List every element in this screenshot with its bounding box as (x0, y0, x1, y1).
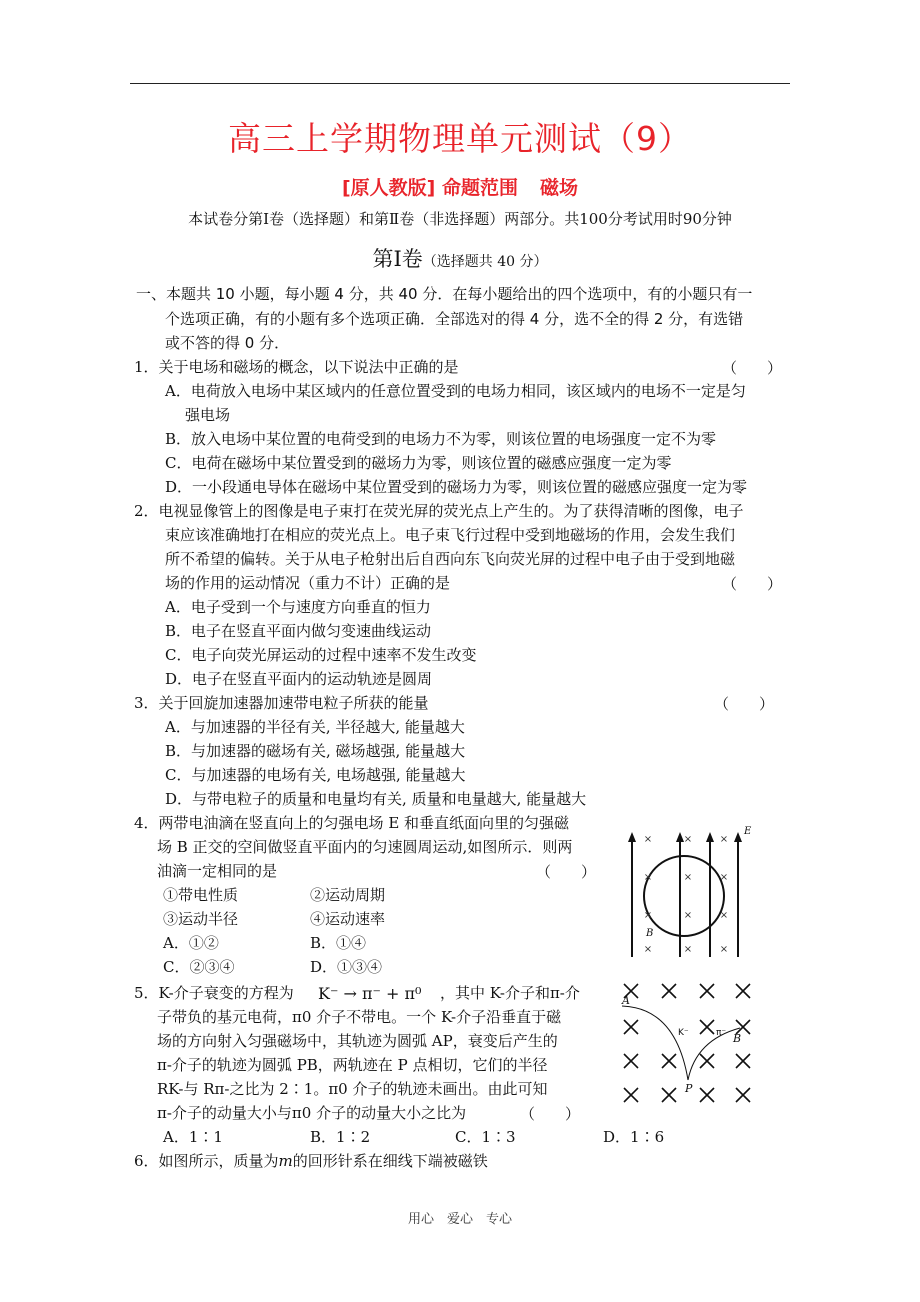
q4-item-4: ④运动速率 (310, 910, 386, 928)
q3-option-b: B．与加速器的磁场有关, 磁场越强, 能量越大 (165, 742, 466, 760)
q1-option-b: B．放入电场中某位置的电荷受到的电场力不为零，则该位置的电场强度一定不为零 (165, 430, 717, 448)
q1-option-d: D．一小段通电导体在磁场中某位置受到的磁场力为零，则该位置的磁感应强度一定为零 (165, 478, 748, 496)
q5-track-diagram (618, 978, 760, 1110)
q6-line-1a: 6．如图所示，质量为 (134, 1152, 279, 1170)
q4-option-a: A．①② (163, 934, 219, 952)
q5-fig-p-label: P (685, 1082, 693, 1095)
q4-fig-b-label: B (646, 928, 654, 939)
q5-line-5: RK-与 Rπ-之比为 2∶1。π0 介子的轨迹未画出。由此可知 (157, 1080, 548, 1098)
part-note: （选择题共 40 分） (422, 254, 548, 270)
q4-item-2: ②运动周期 (310, 886, 386, 904)
q5-option-b: B．1∶2 (310, 1128, 371, 1146)
q4-item-1: ①带电性质 (163, 886, 239, 904)
section-line-3: 或不答的得 0 分． (165, 334, 290, 352)
q5-equation: K⁻ → π⁻ + π⁰ (318, 984, 422, 1003)
q1-stem: 1．关于电场和磁场的概念，以下说法中正确的是 (134, 358, 459, 376)
q5-option-c: C．1∶3 (455, 1128, 516, 1146)
q5-fig-pi-label: π⁻ (716, 1028, 727, 1038)
q2-line-3: 所不希望的偏转。关于从电子枪射出后自西向东飞向荧光屏的过程中电子由于受到地磁 (165, 550, 736, 568)
q2-option-a: A．电子受到一个与速度方向垂直的恒力 (165, 598, 431, 616)
q5-line-6: π-介子的动量大小与π0 介子的动量大小之比为 (157, 1104, 467, 1122)
svg-text:×: × (683, 944, 693, 955)
q4-option-c: C．②③④ (163, 958, 235, 976)
q4-option-d: D．①③④ (310, 958, 383, 976)
page-subtitle (0, 173, 920, 200)
q1-answer-blank: （ ） (722, 359, 783, 377)
q4-line-1: 4．两带电油滴在竖直向上的匀强电场 E 和垂直纸面向里的匀强磁 (134, 814, 570, 832)
exam-intro: 本试卷分第Ⅰ卷（选择题）和第Ⅱ卷（非选择题）两部分。共100分考试用时90分钟 (188, 210, 732, 228)
header-rule (130, 83, 790, 84)
svg-text:×: × (719, 834, 729, 845)
q6-mass-symbol: m (278, 1152, 293, 1170)
q5-option-a: A．1∶1 (163, 1128, 223, 1146)
q4-option-b: B．①④ (310, 934, 367, 952)
subtitle-edition: [原人教版] 命题范围 (342, 177, 518, 199)
q4-fig-e-label: E (744, 826, 752, 837)
svg-text:×: × (719, 944, 729, 955)
q4-line-3: 油滴一定相同的是 (157, 862, 278, 880)
q2-line-2: 束应该准确地打在相应的荧光点上。电子束飞行过程中受到地磁场的作用，会发生我们 (165, 526, 736, 544)
part-heading (0, 243, 920, 273)
svg-text:×: × (643, 834, 653, 845)
q3-option-c: C．与加速器的电场有关, 电场越强, 能量越大 (165, 766, 466, 784)
q1-option-a-cont: 强电场 (185, 406, 231, 424)
q5-line-1a: 5．K-介子衰变的方程为 (134, 984, 294, 1002)
q4-line-2: 场 B 正交的空间做竖直平面内的匀速圆周运动,如图所示．则两 (157, 838, 573, 856)
q5-fig-k-label: K⁻ (678, 1028, 689, 1038)
q5-line-2: 子带负的基元电荷，π0 介子不带电。一个 K-介子沿垂直于磁 (157, 1008, 562, 1026)
q4-field-diagram (618, 822, 760, 962)
q1-option-a: A．电荷放入电场中某区域内的任意位置受到的电场力相同，该区域内的电场不一定是匀 (165, 382, 746, 400)
q1-option-c: C．电荷在磁场中某位置受到的磁场力为零，则该位置的磁感应强度一定为零 (165, 454, 672, 472)
page-footer: 用心 爱心 专心 (407, 1212, 512, 1227)
svg-text:×: × (719, 910, 729, 921)
q2-line-4: 场的作用的运动情况（重力不计）正确的是 (165, 574, 451, 592)
svg-text:×: × (643, 944, 653, 955)
svg-text:×: × (643, 910, 653, 921)
svg-text:×: × (683, 910, 693, 921)
q3-option-d: D．与带电粒子的质量和电量均有关, 质量和电量越大, 能量越大 (165, 790, 587, 808)
svg-text:×: × (719, 872, 729, 883)
page-title: 高三上学期物理单元测试（9） (228, 119, 692, 158)
section-line-1: 一、本题共 10 小题，每小题 4 分，共 40 分．在每小题给出的四个选项中，有的小题只有一 (136, 285, 753, 303)
q4-item-3: ③运动半径 (163, 910, 239, 928)
q4-answer-blank: （ ） (536, 863, 597, 881)
q5-answer-blank: （ ） (520, 1105, 581, 1123)
q5-fig-b-label: B (733, 1032, 742, 1045)
q3-option-a: A．与加速器的半径有关, 半径越大, 能量越大 (165, 718, 465, 736)
part-title: 第Ⅰ卷 (372, 247, 423, 271)
q5-option-d: D．1∶6 (603, 1128, 665, 1146)
q3-stem: 3．关于回旋加速器加速带电粒子所获的能量 (134, 694, 429, 712)
q5-line-3: 场的方向射入匀强磁场中，其轨迹为圆弧 AP，衰变后产生的 (157, 1032, 558, 1050)
q6-line-1 (134, 1151, 488, 1171)
svg-text:×: × (683, 834, 693, 845)
q2-answer-blank: （ ） (722, 575, 783, 593)
q2-option-d: D．电子在竖直平面内的运动轨迹是圆周 (165, 670, 433, 688)
q6-line-1b: 的回形针系在细线下端被磁铁 (292, 1152, 488, 1170)
section-line-2: 个选项正确，有的小题有多个选项正确．全部选对的得 4 分，选不全的得 2 分，有选错 (165, 310, 744, 328)
q5-fig-a-label: A (622, 994, 630, 1007)
q2-option-b: B．电子在竖直平面内做匀变速曲线运动 (165, 622, 432, 640)
subtitle-topic: 磁场 (539, 177, 578, 199)
q2-line-1: 2．电视显像管上的图像是电子束打在荧光屏的荧光点上产生的。为了获得清晰的图像，电子 (134, 502, 744, 520)
q5-line-1b: ，其中 K-介子和π-介 (440, 984, 580, 1002)
q2-option-c: C．电子向荧光屏运动的过程中速率不发生改变 (165, 646, 477, 664)
svg-text:×: × (643, 872, 653, 883)
q3-answer-blank: （ ） (714, 695, 775, 713)
q5-line-4: π-介子的轨迹为圆弧 PB，两轨迹在 P 点相切，它们的半径 (157, 1056, 548, 1074)
svg-text:×: × (683, 872, 693, 883)
